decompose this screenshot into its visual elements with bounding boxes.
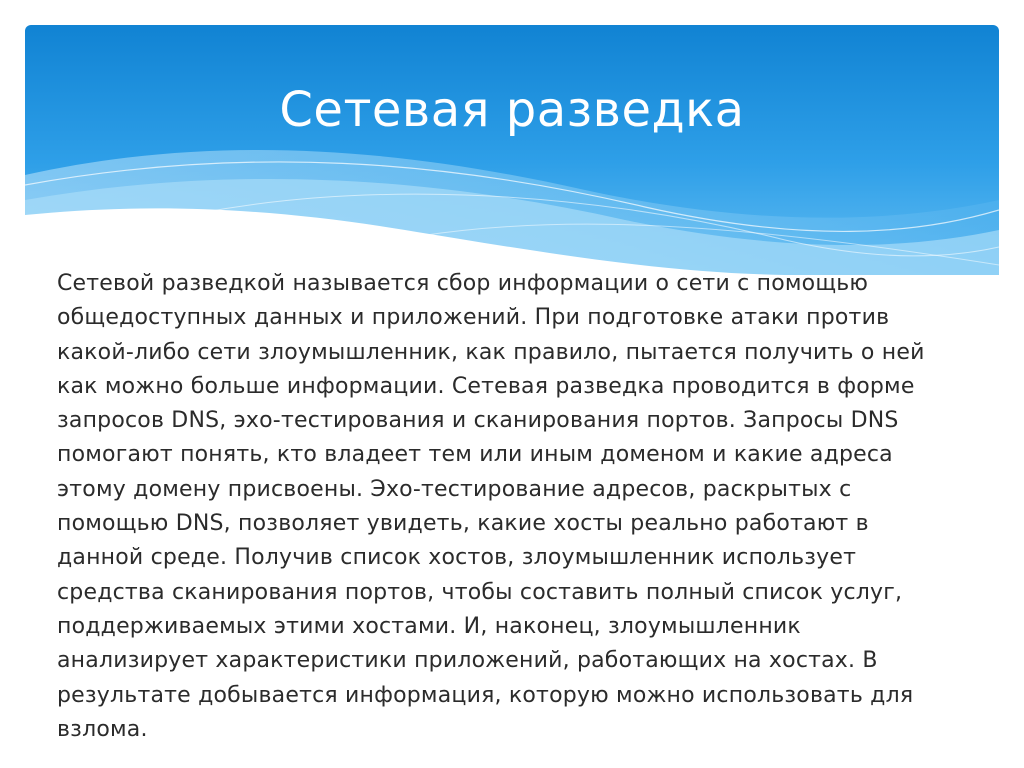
slide-body-text	[57, 267, 992, 747]
body-line: как можно больше информации. Сетевая разведка проводится в форме	[57, 373, 915, 399]
body-line: взлома.	[57, 716, 148, 742]
header-wave-background	[25, 25, 999, 275]
body-line: какой-либо сети злоумышленник, как правило, пытается получить о ней	[57, 339, 925, 365]
body-line: помогают понять, кто владеет тем или иным доменом и какие адреса	[57, 442, 893, 468]
body-line: общедоступных данных и приложений. При подготовке атаки против	[57, 305, 890, 331]
body-line: поддерживаемых этими хостами. И, наконец, злоумышленник	[57, 613, 801, 639]
body-line: этому домену присвоены. Эхо-тестирование адресов, раскрытых с	[57, 476, 852, 502]
body-line: средства сканирования портов, чтобы составить полный список услуг,	[57, 579, 903, 605]
body-line: помощью DNS, позволяет увидеть, какие хосты реально работают в	[57, 511, 869, 537]
body-line: анализирует характеристики приложений, работающих на хостах. В	[57, 648, 878, 674]
body-line: результате добывается информация, которую можно использовать для	[57, 682, 914, 708]
body-line: запросов DNS, эхо-тестирования и сканирования портов. Запросы DNS	[57, 408, 899, 434]
body-line: Сетевой разведкой называется сбор информации о сети с помощью	[57, 271, 869, 296]
slide-title: Сетевая разведка	[279, 82, 745, 138]
body-line: данной среде. Получив список хостов, злоумышленник использует	[57, 545, 857, 571]
